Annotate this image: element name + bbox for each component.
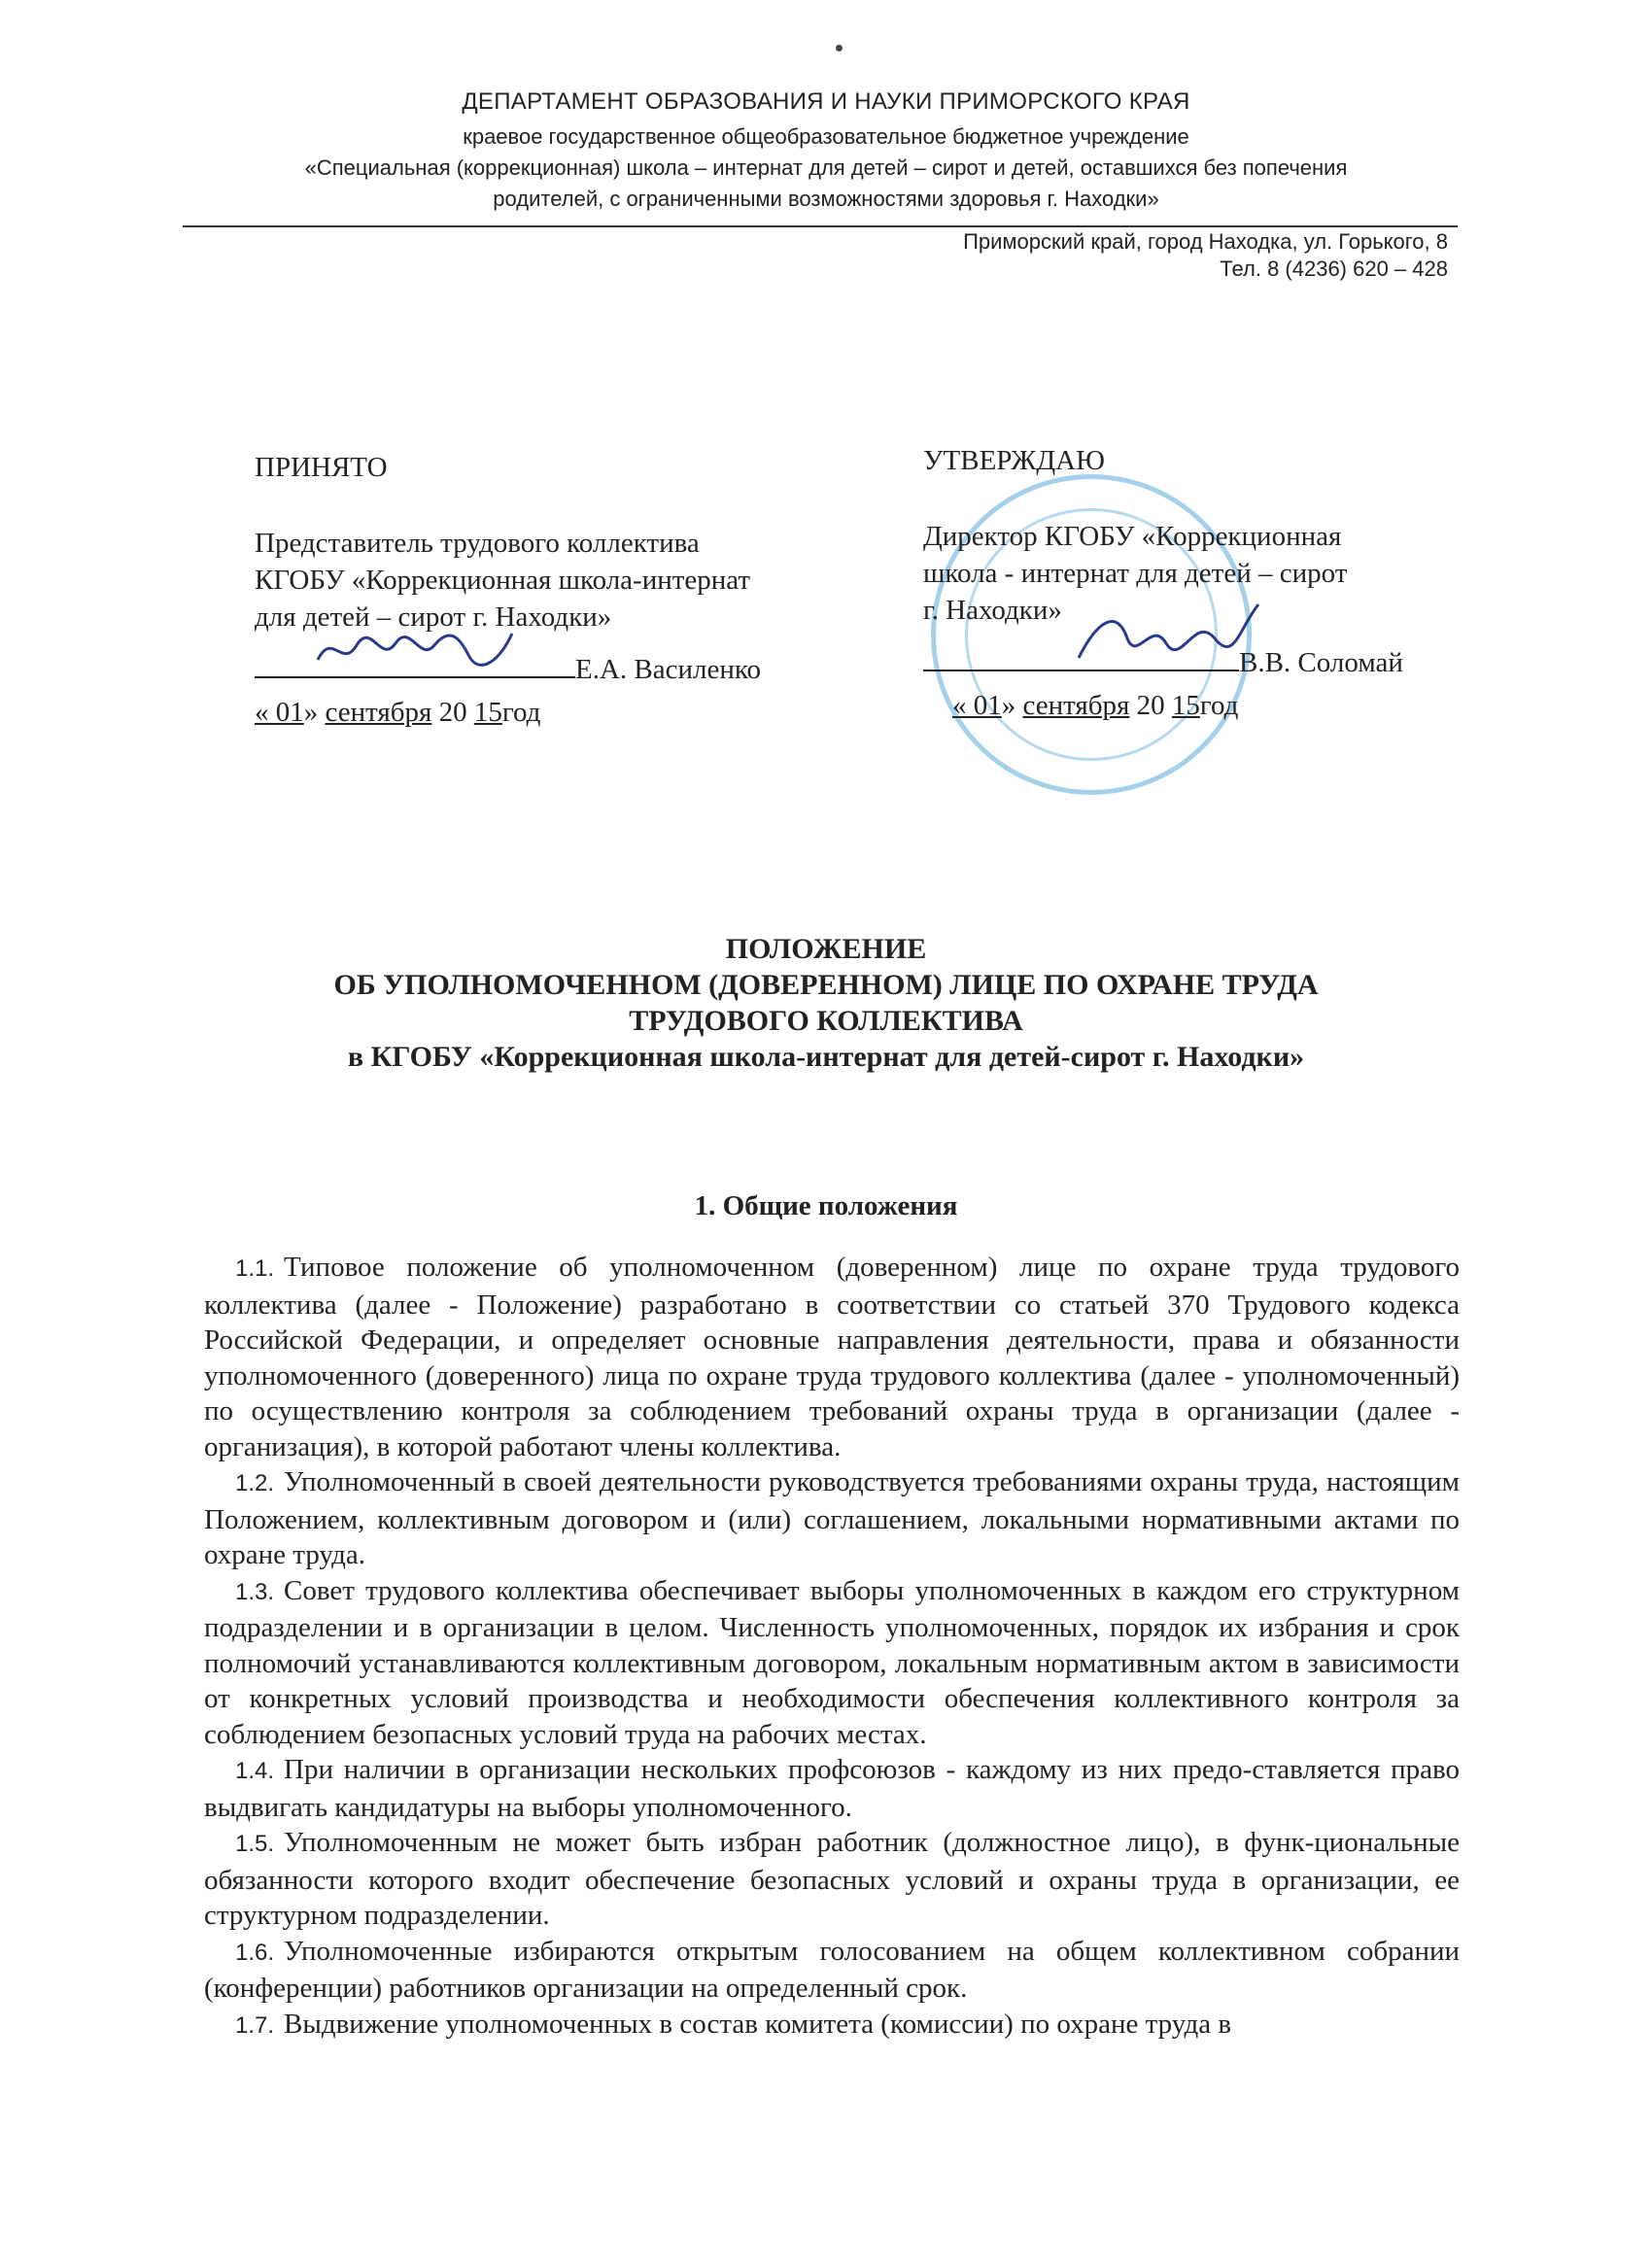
title-line2: ОБ УПОЛНОМОЧЕННОМ (ДОВЕРЕННОМ) ЛИЦЕ ПО ОХРАНЕ ТРУДА [333,969,1319,1001]
handwritten-signature-icon [1069,600,1263,668]
accepted-role-line1: Представитель трудового коллектива [255,528,700,559]
approved-signature [923,640,1239,671]
clause: 1.1. Типовое положение об уполномоченном (доверенном) лице по охране труда трудового коллектива (далее - Положение) разработано в соответствии со статьей 370 Трудового кодекса Российской Федерации, и определяет основные направления деятельности, права и обязанности уполномоченного (доверенного) лица по охране труда трудового коллектива (далее - уполномоченный) по осуществлению контроля за соблюдением требований охраны труда в организации (далее - организация), в которой работают члены коллектива. [204,1252,1460,1462]
title-line4: в КГОБУ «Коррекционная школа-интернат для детей-сирот г. Находки» [347,1041,1305,1073]
accepted-name: Е.А. Василенко [575,654,761,685]
accepted-role-line3: для детей – сирот г. Находки» [255,601,612,633]
approved-signature-row [923,640,1467,681]
clause: 1.4. При наличии в организации нескольких профсоюзов - каждому из них предо-ставляется право выдвигать кандидатуры на выборы уполномоченного. [204,1754,1460,1823]
department-name: ДЕПАРТАМЕНТ ОБРАЗОВАНИЯ И НАУКИ ПРИМОРСКОГО КРАЯ [462,88,1190,115]
institution-address: Приморский край, город Находка, ул. Горького, 8 [963,229,1448,254]
scan-dot [836,45,843,52]
clause: 1.7. Выдвижение уполномоченных в состав комитета (комиссии) по охране труда в [235,2008,1232,2040]
institution-phone: Тел. 8 (4236) 620 – 428 [1220,257,1448,281]
approved-date: « 01» сентября 20 15год [952,690,1239,721]
institution-type: краевое государственное общеобразовательное бюджетное учреждение [463,124,1189,149]
accepted-signature [255,647,575,678]
institution-name-line2: родителей, с ограниченными возможностями здоровья г. Находки» [493,187,1159,211]
clause: 1.5. Уполномоченным не может быть избран работник (должностное лицо), в функ-циональные обязанности которого входит обеспечение безопасных условий и охраны труда в организации, ее структурном подразделении. [204,1827,1460,1931]
section-body [204,1250,1460,2044]
approved-role-line3: г. Находки» [923,595,1062,626]
approved-heading: УТВЕРЖДАЮ [923,445,1105,476]
header-divider [183,225,1458,227]
accepted-date: « 01» сентября 20 15год [255,697,541,728]
accepted-signature-row [255,647,857,688]
section-heading: 1. Общие положения [694,1190,958,1221]
title-line1: ПОЛОЖЕНИЕ [725,933,927,965]
handwritten-signature-icon [313,626,517,674]
approved-name: В.В. Соломай [1239,647,1403,678]
approved-role-line1: Директор КГОБУ «Коррекционная [923,521,1342,552]
institution-name-line1: «Специальная (коррекционная) школа – интернат для детей – сирот и детей, оставшихся без попечения [304,155,1348,180]
clause: 1.2. Уполномоченный в своей деятельности руководствуется требованиями охраны труда, настоящим Положением, коллективным договором и (или) соглашением, локальными нормативными актами по охране труда. [204,1466,1460,1570]
accepted-heading: ПРИНЯТО [255,452,388,483]
accepted-block [255,449,857,731]
approved-role-line2: школа - интернат для детей – сирот [923,558,1348,589]
title-line3: ТРУДОВОГО КОЛЛЕКТИВА [629,1005,1023,1037]
clause: 1.6. Уполномоченные избираются открытым голосованием на общем коллективном собрании (конференции) работников организации на определенный срок. [204,1935,1460,2004]
accepted-role-line2: КГОБУ «Коррекционная школа-интернат [255,565,751,596]
clause: 1.3. Совет трудового коллектива обеспечивает выборы уполномоченных в каждом его структурном подразделении и в организации в целом. Численность уполномоченных, порядок их избрания и срок полномочий устанавливаются коллективным договором, локальным нормативным актом в зависимости от конкретных условий производства и необходимости обеспечения коллективного контроля за соблюдением безопасных условий труда на рабочих местах. [204,1574,1460,1750]
approved-block [923,442,1467,724]
